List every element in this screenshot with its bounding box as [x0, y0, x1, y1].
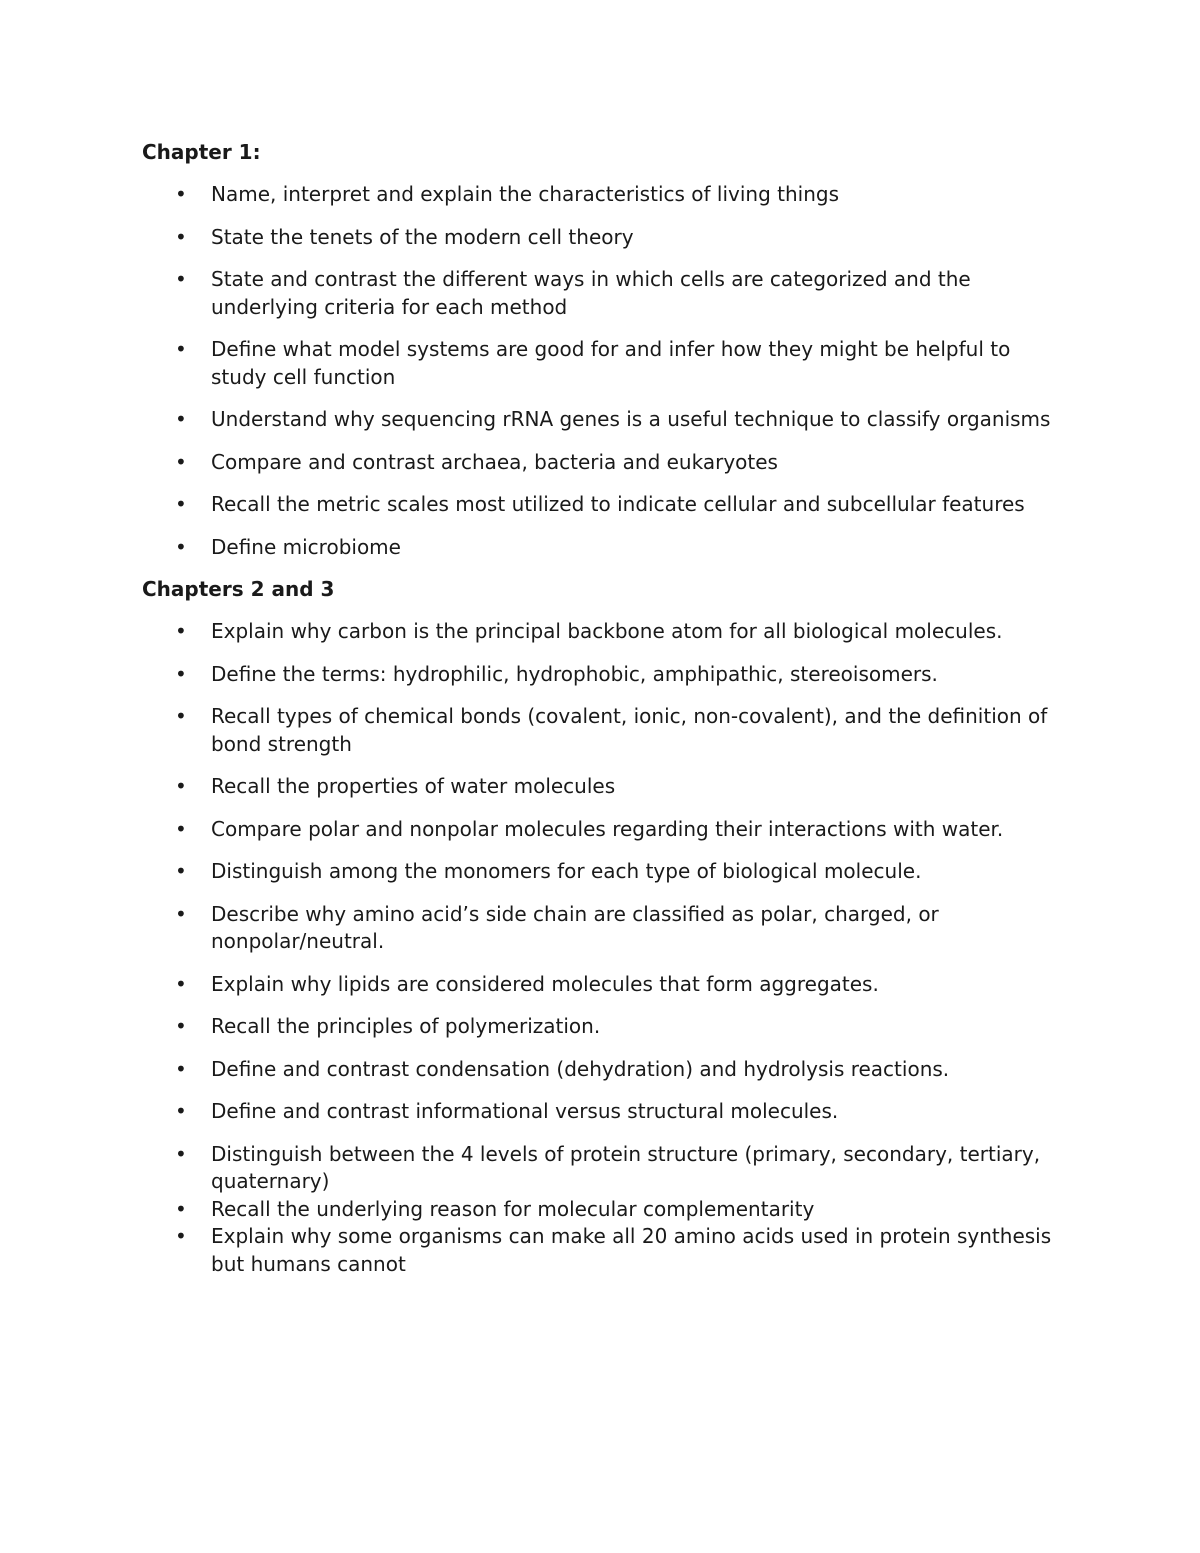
list-item: • Name, interpret and explain the characteristics of living things [142, 181, 1061, 209]
bullet-icon: • [175, 1056, 187, 1081]
list-item: • Compare and contrast archaea, bacteria and eukaryotes [142, 449, 1061, 477]
list-item: • Understand why sequencing rRNA genes is a useful technique to classify organisms [142, 406, 1061, 434]
list-item: • Recall the properties of water molecules [142, 773, 1061, 801]
chapters-2-3-list [142, 618, 1062, 1278]
list-item: • Recall the principles of polymerization. [142, 1013, 1061, 1041]
bullet-icon: • [175, 407, 187, 431]
bullet-icon: • [175, 859, 187, 883]
list-item: • Recall the underlying reason for molecular complementarity [142, 1196, 1061, 1224]
bullet-icon: • [175, 619, 187, 643]
bullet-icon: • [175, 971, 187, 996]
bullet-icon: • [175, 492, 187, 516]
bullet-icon: • [175, 534, 187, 559]
bullet-icon: • [175, 816, 187, 841]
list-item: • Explain why carbon is the principal backbone atom for all biological molecules. [142, 618, 1061, 646]
bullet-icon: • [175, 1141, 187, 1166]
list-item: • Explain why lipids are considered molecules that form aggregates. [142, 971, 1061, 999]
list-item: • Define what model systems are good for and infer how they might be helpful to study cell function [175, 337, 1011, 389]
bullet-icon: • [175, 774, 187, 798]
chapter-1-list [142, 181, 1062, 561]
bullet-icon: • [175, 901, 187, 926]
list-item: • Distinguish among the monomers for each type of biological molecule. [142, 858, 1061, 886]
bullet-icon: • [175, 704, 187, 728]
bullet-icon: • [175, 1196, 187, 1221]
document-page [142, 138, 1062, 1278]
list-item: • Explain why some organisms can make all 20 amino acids used in protein synthesis but humans cannot [175, 1224, 1052, 1276]
list-item: • Distinguish between the 4 levels of protein structure (primary, secondary, tertiary, quaternary) [175, 1141, 1041, 1193]
bullet-icon: • [175, 449, 187, 474]
list-item: • Recall the metric scales most utilized to indicate cellular and subcellular features [142, 491, 1061, 519]
bullet-icon: • [175, 337, 187, 361]
bullet-icon: • [175, 267, 187, 291]
list-item: • Define the terms: hydrophilic, hydrophobic, amphipathic, stereoisomers. [142, 661, 1061, 689]
section-heading-chapters-2-3: Chapters 2 and 3 [142, 577, 335, 601]
list-item: • State and contrast the different ways in which cells are categorized and the underlying criteria for each method [175, 267, 971, 319]
bullet-icon: • [175, 1099, 187, 1123]
list-item: • Compare polar and nonpolar molecules regarding their interactions with water. [142, 816, 1061, 844]
bullet-icon: • [175, 661, 187, 686]
list-item: • State the tenets of the modern cell theory [142, 224, 1061, 252]
section-heading-chapter-1: Chapter 1: [142, 140, 261, 164]
list-item: • Describe why amino acid’s side chain are classified as polar, charged, or nonpolar/neutral. [175, 901, 939, 953]
bullet-icon: • [175, 1014, 187, 1038]
list-item: • Define and contrast informational versus structural molecules. [142, 1098, 1061, 1126]
list-item: • Define and contrast condensation (dehydration) and hydrolysis reactions. [142, 1056, 1061, 1084]
bullet-icon: • [175, 182, 187, 206]
bullet-icon: • [175, 224, 187, 249]
list-item: • Define microbiome [142, 534, 1061, 562]
bullet-icon: • [175, 1224, 187, 1248]
list-item: • Recall types of chemical bonds (covalent, ionic, non-covalent), and the definition of bond strength [175, 704, 1048, 756]
